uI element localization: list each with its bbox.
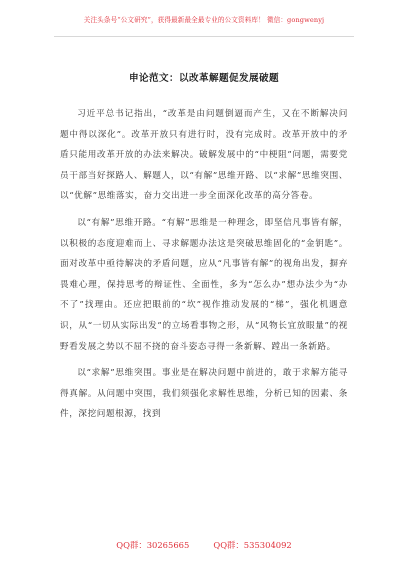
document-body <box>60 104 348 431</box>
paragraph: 习近平总书记指出，“改革是由问题倒逼而产生，又在不断解决问题中得以深化”。改革开放只有进行时，没有完成时。改革开放中的矛盾只能用改革开放的办法来解决。破解发展中的“中梗阻”问题，需要党员干部当好探路人、解题人，以“有解”思维开路、以“求解”思维突围、以“优解”思维落实，奋力交出进一步全面深化改革的高分答卷。 <box>60 109 348 202</box>
paragraph: 以“求解”思维突围。事业是在解决问题中前进的，敢于求解方能寻得真解。从问题中突围，我们须强化求解性思维，分析已知的因素、条件，深挖问题根源，找到 <box>60 368 348 420</box>
paragraph: 以“有解”思维开路。“有解”思维是一种理念，即坚信凡事皆有解，以积极的态度迎难而上、寻求解题办法这是突破思维固化的“金钥匙”。面对改革中亟待解决的矛盾问题，应从“凡事皆有解”的视角出发，摒弃畏难心理，保持思考的辩证性、全面性，多为“怎么办”想办法少为“办不了”找理由。还应把眼前的“坎”视作推动发展的“梯”，强化机遇意识，从“一切从实际出发”的立场看事物之形，从“风物长宜放眼量”的视野看发展之势以不屈不挠的奋斗姿态寻得一条新解、蹚出一条新路。 <box>60 217 348 352</box>
document-title: 申论范文：以改革解题促发展破题 <box>129 73 279 84</box>
footer <box>0 539 408 551</box>
footer-qq-group-1: QQ群：30265665 <box>116 540 190 550</box>
footer-qq-group-2: QQ群：535304092 <box>213 540 292 550</box>
header-divider <box>54 36 354 37</box>
header-banner: 关注头条号“公文研究”，获得最新最全最专业的公文资料库！ 微信：gongwenyj <box>83 16 325 24</box>
